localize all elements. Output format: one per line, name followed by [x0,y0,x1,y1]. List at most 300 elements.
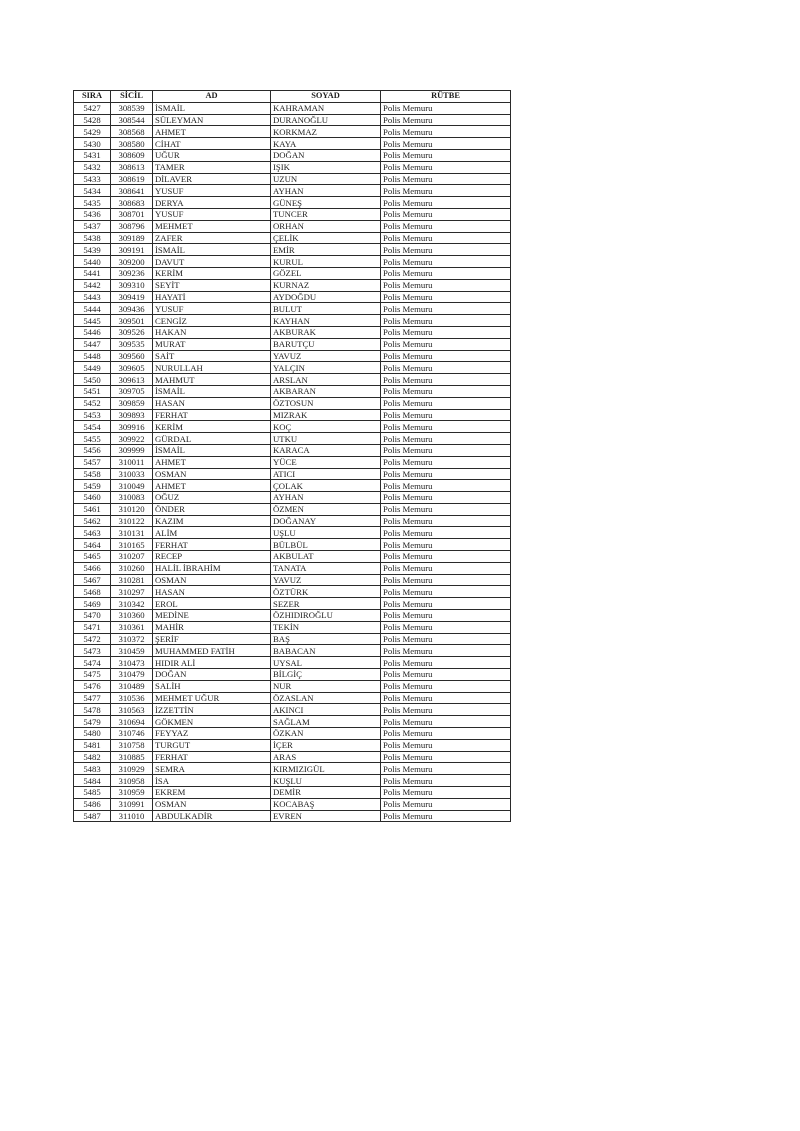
sicil-cell: 310131 [111,527,153,539]
ad-cell: MUHAMMED FATİH [153,645,271,657]
rutbe-cell: Polis Memuru [381,704,511,716]
sira-cell: 5447 [74,338,111,350]
sira-cell: 5461 [74,503,111,515]
rutbe-cell: Polis Memuru [381,739,511,751]
table-row [74,197,511,209]
rutbe-cell: Polis Memuru [381,621,511,633]
soyad-cell: ÇELİK [271,232,381,244]
ad-cell: ŞERİF [153,633,271,645]
soyad-cell: KURUL [271,256,381,268]
soyad-cell: KORKMAZ [271,126,381,138]
rutbe-cell: Polis Memuru [381,456,511,468]
table-row [74,480,511,492]
sira-cell: 5427 [74,102,111,114]
soyad-cell: EMİR [271,244,381,256]
sicil-cell: 310260 [111,562,153,574]
sicil-cell: 310694 [111,716,153,728]
sicil-cell: 308613 [111,161,153,173]
rutbe-cell: Polis Memuru [381,645,511,657]
table-row [74,551,511,563]
sira-cell: 5479 [74,716,111,728]
sira-cell: 5452 [74,397,111,409]
rutbe-cell: Polis Memuru [381,315,511,327]
sira-cell: 5485 [74,787,111,799]
sicil-cell: 309310 [111,279,153,291]
table-row [74,149,511,161]
ad-cell: FEYYAZ [153,728,271,740]
rutbe-cell: Polis Memuru [381,787,511,799]
ad-cell: MAHİR [153,621,271,633]
soyad-cell: ARAS [271,751,381,763]
sira-cell: 5469 [74,598,111,610]
soyad-cell: AKBURAK [271,326,381,338]
table-row [74,173,511,185]
sicil-cell: 308568 [111,126,153,138]
ad-cell: DOĞAN [153,669,271,681]
table-row [74,657,511,669]
table-row [74,315,511,327]
sira-cell: 5484 [74,775,111,787]
soyad-cell: BAŞ [271,633,381,645]
ad-cell: HIDIR ALİ [153,657,271,669]
rutbe-cell: Polis Memuru [381,114,511,126]
ad-cell: İZZETTİN [153,704,271,716]
sicil-cell: 309916 [111,421,153,433]
ad-cell: YUSUF [153,303,271,315]
soyad-cell: AKBARAN [271,385,381,397]
table-row [74,326,511,338]
soyad-cell: NUR [271,680,381,692]
sicil-cell: 311010 [111,810,153,822]
sicil-cell: 309922 [111,433,153,445]
ad-cell: MURAT [153,338,271,350]
ad-cell: SEYİT [153,279,271,291]
table-row [74,527,511,539]
soyad-cell: MIZRAK [271,409,381,421]
sicil-cell: 309893 [111,409,153,421]
sira-cell: 5462 [74,515,111,527]
ad-cell: SEMRA [153,763,271,775]
table-row [74,610,511,622]
sira-cell: 5475 [74,669,111,681]
sicil-cell: 310929 [111,763,153,775]
sicil-cell: 310342 [111,598,153,610]
table-row [74,787,511,799]
sicil-cell: 310536 [111,692,153,704]
personnel-table [73,90,511,822]
sira-cell: 5471 [74,621,111,633]
rutbe-cell: Polis Memuru [381,574,511,586]
sicil-cell: 310758 [111,739,153,751]
sira-cell: 5433 [74,173,111,185]
table-row [74,680,511,692]
sicil-cell: 308641 [111,185,153,197]
table-row [74,256,511,268]
sira-cell: 5442 [74,279,111,291]
ad-cell: EKREM [153,787,271,799]
ad-cell: YUSUF [153,208,271,220]
ad-cell: ABDULKADİR [153,810,271,822]
ad-cell: ÖNDER [153,503,271,515]
header-rutbe: RÜTBE [381,91,511,103]
table-row [74,562,511,574]
rutbe-cell: Polis Memuru [381,350,511,362]
sicil-cell: 309999 [111,444,153,456]
rutbe-cell: Polis Memuru [381,197,511,209]
sicil-cell: 310473 [111,657,153,669]
ad-cell: SÜLEYMAN [153,114,271,126]
soyad-cell: BARUTÇU [271,338,381,350]
ad-cell: TURGUT [153,739,271,751]
soyad-cell: YAVUZ [271,574,381,586]
ad-cell: ZAFER [153,232,271,244]
soyad-cell: İÇER [271,739,381,751]
table-row [74,385,511,397]
sicil-cell: 309189 [111,232,153,244]
rutbe-cell: Polis Memuru [381,244,511,256]
sira-cell: 5458 [74,468,111,480]
soyad-cell: KARACA [271,444,381,456]
soyad-cell: YAVUZ [271,350,381,362]
sira-cell: 5438 [74,232,111,244]
soyad-cell: BABACAN [271,645,381,657]
soyad-cell: TANATA [271,562,381,574]
sira-cell: 5437 [74,220,111,232]
soyad-cell: AYHAN [271,492,381,504]
ad-cell: YUSUF [153,185,271,197]
sicil-cell: 310281 [111,574,153,586]
ad-cell: KAZIM [153,515,271,527]
table-row [74,433,511,445]
sicil-cell: 310959 [111,787,153,799]
table-row [74,503,511,515]
ad-cell: KERİM [153,267,271,279]
ad-cell: AHMET [153,126,271,138]
rutbe-cell: Polis Memuru [381,633,511,645]
table-row [74,350,511,362]
soyad-cell: IŞIK [271,161,381,173]
ad-cell: İSA [153,775,271,787]
ad-cell: İSMAİL [153,244,271,256]
soyad-cell: DEMİR [271,787,381,799]
table-row [74,739,511,751]
ad-cell: CİHAT [153,138,271,150]
rutbe-cell: Polis Memuru [381,138,511,150]
rutbe-cell: Polis Memuru [381,527,511,539]
rutbe-cell: Polis Memuru [381,503,511,515]
ad-cell: HAYATİ [153,291,271,303]
rutbe-cell: Polis Memuru [381,303,511,315]
ad-cell: GÖKMEN [153,716,271,728]
sicil-cell: 310011 [111,456,153,468]
table-row [74,338,511,350]
sira-cell: 5445 [74,315,111,327]
ad-cell: CENGİZ [153,315,271,327]
sira-cell: 5483 [74,763,111,775]
soyad-cell: KAYA [271,138,381,150]
soyad-cell: TEKİN [271,621,381,633]
sicil-cell: 309200 [111,256,153,268]
sicil-cell: 309605 [111,362,153,374]
sicil-cell: 309436 [111,303,153,315]
rutbe-cell: Polis Memuru [381,775,511,787]
table-row [74,704,511,716]
soyad-cell: GÖZEL [271,267,381,279]
ad-cell: MEHMET [153,220,271,232]
sicil-cell: 308619 [111,173,153,185]
rutbe-cell: Polis Memuru [381,385,511,397]
table-row [74,291,511,303]
rutbe-cell: Polis Memuru [381,657,511,669]
table-row [74,138,511,150]
sira-cell: 5435 [74,197,111,209]
sicil-cell: 310207 [111,551,153,563]
sira-cell: 5430 [74,138,111,150]
table-row [74,279,511,291]
sicil-cell: 308609 [111,149,153,161]
table-row [74,539,511,551]
rutbe-cell: Polis Memuru [381,751,511,763]
sira-cell: 5455 [74,433,111,445]
ad-cell: AHMET [153,480,271,492]
table-row [74,126,511,138]
ad-cell: ALİM [153,527,271,539]
ad-cell: OSMAN [153,574,271,586]
soyad-cell: ÖZHIDIROĞLU [271,610,381,622]
rutbe-cell: Polis Memuru [381,610,511,622]
sira-cell: 5481 [74,739,111,751]
table-row [74,208,511,220]
rutbe-cell: Polis Memuru [381,279,511,291]
sira-cell: 5434 [74,185,111,197]
sira-cell: 5464 [74,539,111,551]
table-row [74,421,511,433]
ad-cell: MAHMUT [153,374,271,386]
table-row [74,185,511,197]
sicil-cell: 310083 [111,492,153,504]
rutbe-cell: Polis Memuru [381,409,511,421]
table-header-row [74,91,511,103]
sicil-cell: 309560 [111,350,153,362]
table-row [74,244,511,256]
sira-cell: 5429 [74,126,111,138]
soyad-cell: ÖZASLAN [271,692,381,704]
sicil-cell: 310991 [111,798,153,810]
sira-cell: 5480 [74,728,111,740]
soyad-cell: ATICI [271,468,381,480]
rutbe-cell: Polis Memuru [381,232,511,244]
sira-cell: 5477 [74,692,111,704]
rutbe-cell: Polis Memuru [381,126,511,138]
table-row [74,751,511,763]
ad-cell: FERHAT [153,409,271,421]
sira-cell: 5450 [74,374,111,386]
table-row [74,716,511,728]
sira-cell: 5453 [74,409,111,421]
soyad-cell: YÜCE [271,456,381,468]
sira-cell: 5444 [74,303,111,315]
table-row [74,515,511,527]
sira-cell: 5463 [74,527,111,539]
rutbe-cell: Polis Memuru [381,716,511,728]
soyad-cell: ORHAN [271,220,381,232]
table-row [74,621,511,633]
sicil-cell: 309613 [111,374,153,386]
soyad-cell: BİLGİÇ [271,669,381,681]
soyad-cell: BULUT [271,303,381,315]
sicil-cell: 308539 [111,102,153,114]
sicil-cell: 310361 [111,621,153,633]
table-row [74,362,511,374]
rutbe-cell: Polis Memuru [381,728,511,740]
rutbe-cell: Polis Memuru [381,338,511,350]
soyad-cell: GÜNEŞ [271,197,381,209]
soyad-cell: DOĞAN [271,149,381,161]
rutbe-cell: Polis Memuru [381,480,511,492]
rutbe-cell: Polis Memuru [381,598,511,610]
table-row [74,456,511,468]
soyad-cell: EVREN [271,810,381,822]
table-row [74,669,511,681]
rutbe-cell: Polis Memuru [381,680,511,692]
table-row [74,468,511,480]
ad-cell: AHMET [153,456,271,468]
sira-cell: 5441 [74,267,111,279]
rutbe-cell: Polis Memuru [381,102,511,114]
ad-cell: MEDİNE [153,610,271,622]
table-row [74,114,511,126]
sira-cell: 5467 [74,574,111,586]
ad-cell: DERYA [153,197,271,209]
header-soyad: SOYAD [271,91,381,103]
soyad-cell: UTKU [271,433,381,445]
sira-cell: 5465 [74,551,111,563]
table-row [74,645,511,657]
sira-cell: 5451 [74,385,111,397]
sira-cell: 5468 [74,586,111,598]
soyad-cell: ÖZKAN [271,728,381,740]
rutbe-cell: Polis Memuru [381,539,511,551]
sicil-cell: 310297 [111,586,153,598]
sira-cell: 5436 [74,208,111,220]
sira-cell: 5431 [74,149,111,161]
sicil-cell: 309705 [111,385,153,397]
table-row [74,763,511,775]
ad-cell: OSMAN [153,468,271,480]
table-body [74,102,511,822]
header-ad: AD [153,91,271,103]
sira-cell: 5478 [74,704,111,716]
rutbe-cell: Polis Memuru [381,374,511,386]
sira-cell: 5482 [74,751,111,763]
table-row [74,161,511,173]
soyad-cell: ÖZTÜRK [271,586,381,598]
ad-cell: EROL [153,598,271,610]
soyad-cell: AYDOĞDU [271,291,381,303]
rutbe-cell: Polis Memuru [381,326,511,338]
rutbe-cell: Polis Memuru [381,692,511,704]
sicil-cell: 308683 [111,197,153,209]
rutbe-cell: Polis Memuru [381,586,511,598]
table-row [74,810,511,822]
soyad-cell: YALÇIN [271,362,381,374]
sira-cell: 5472 [74,633,111,645]
soyad-cell: ÖZMEN [271,503,381,515]
table-row [74,798,511,810]
table-row [74,444,511,456]
sicil-cell: 308580 [111,138,153,150]
ad-cell: MEHMET UĞUR [153,692,271,704]
soyad-cell: UŞLU [271,527,381,539]
table-row [74,303,511,315]
table-row [74,598,511,610]
soyad-cell: SEZER [271,598,381,610]
rutbe-cell: Polis Memuru [381,267,511,279]
sicil-cell: 310360 [111,610,153,622]
sicil-cell: 310372 [111,633,153,645]
sicil-cell: 310885 [111,751,153,763]
sicil-cell: 310563 [111,704,153,716]
sira-cell: 5439 [74,244,111,256]
rutbe-cell: Polis Memuru [381,173,511,185]
rutbe-cell: Polis Memuru [381,161,511,173]
sicil-cell: 308701 [111,208,153,220]
ad-cell: FERHAT [153,751,271,763]
sicil-cell: 310120 [111,503,153,515]
sira-cell: 5474 [74,657,111,669]
sicil-cell: 310958 [111,775,153,787]
sicil-cell: 310489 [111,680,153,692]
sicil-cell: 310479 [111,669,153,681]
sira-cell: 5460 [74,492,111,504]
soyad-cell: AKINCI [271,704,381,716]
ad-cell: İSMAİL [153,102,271,114]
rutbe-cell: Polis Memuru [381,397,511,409]
sicil-cell: 310122 [111,515,153,527]
soyad-cell: KURNAZ [271,279,381,291]
sicil-cell: 310746 [111,728,153,740]
ad-cell: İSMAİL [153,385,271,397]
soyad-cell: ÇOLAK [271,480,381,492]
soyad-cell: ARSLAN [271,374,381,386]
table-row [74,220,511,232]
soyad-cell: AKBULAT [271,551,381,563]
ad-cell: FERHAT [153,539,271,551]
soyad-cell: AYHAN [271,185,381,197]
rutbe-cell: Polis Memuru [381,562,511,574]
ad-cell: HASAN [153,397,271,409]
table-row [74,574,511,586]
table-row [74,775,511,787]
sicil-cell: 309236 [111,267,153,279]
rutbe-cell: Polis Memuru [381,433,511,445]
sicil-cell: 310165 [111,539,153,551]
table-row [74,728,511,740]
sira-cell: 5454 [74,421,111,433]
sicil-cell: 308796 [111,220,153,232]
sira-cell: 5456 [74,444,111,456]
rutbe-cell: Polis Memuru [381,763,511,775]
soyad-cell: TUNCER [271,208,381,220]
sira-cell: 5443 [74,291,111,303]
rutbe-cell: Polis Memuru [381,492,511,504]
ad-cell: HAKAN [153,326,271,338]
sira-cell: 5459 [74,480,111,492]
sira-cell: 5470 [74,610,111,622]
ad-cell: OSMAN [153,798,271,810]
table-row [74,232,511,244]
rutbe-cell: Polis Memuru [381,185,511,197]
